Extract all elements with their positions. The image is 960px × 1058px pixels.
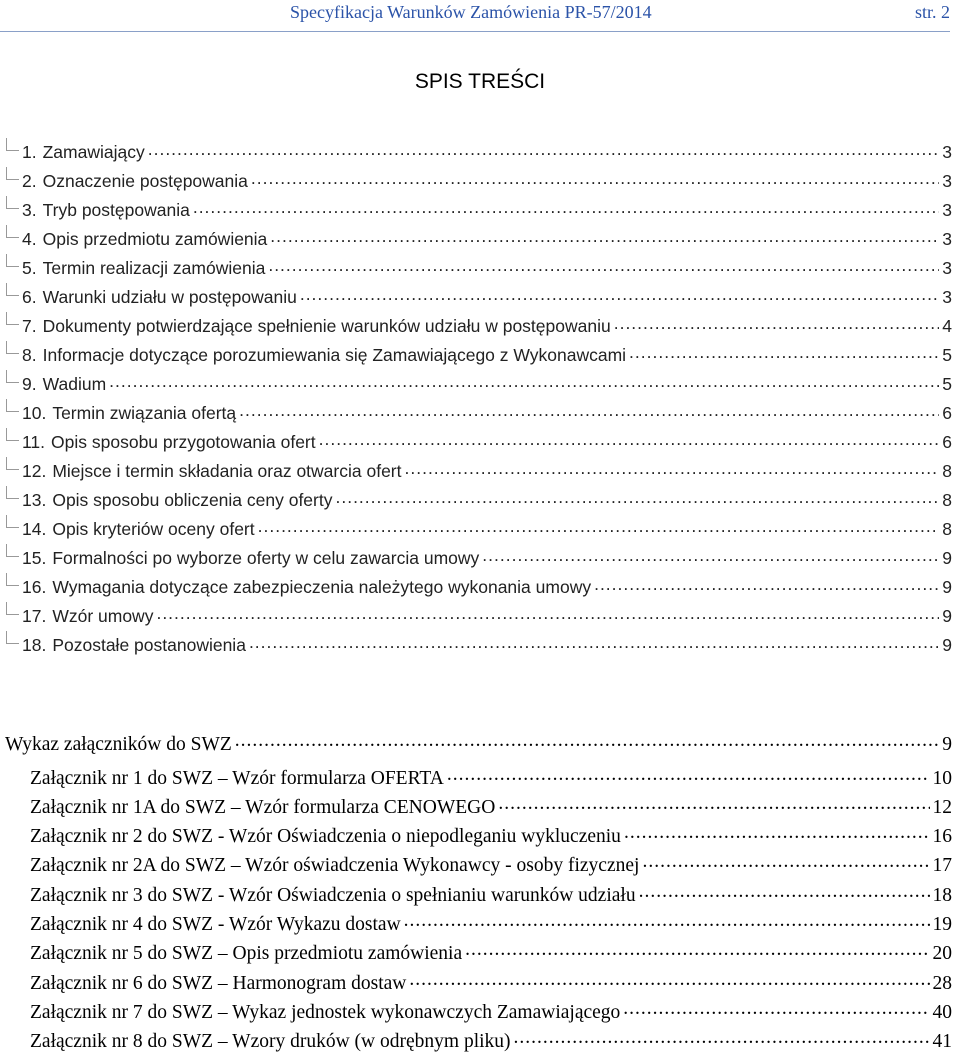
indent-marker-icon — [6, 370, 19, 383]
dot-leader — [447, 764, 930, 784]
toc-entry-label: Wadium — [42, 373, 107, 394]
toc-entry-label: Tryb postępowania — [42, 199, 190, 220]
indent-marker-icon — [6, 138, 19, 151]
toc-entry-number: 7. — [22, 315, 37, 336]
toc-entry-page: 10 — [932, 767, 952, 789]
toc-entry-number: 6. — [22, 286, 37, 307]
toc-entry-label: Opis przedmiotu zamówienia — [42, 228, 268, 249]
toc-entry-number: 15. — [22, 547, 47, 568]
dot-leader — [514, 1028, 930, 1048]
toc-entry-number: 12. — [22, 460, 47, 481]
toc-entry-label: Termin związania ofertą — [52, 402, 237, 423]
toc-entry-label: Opis sposobu obliczenia ceny oferty — [52, 489, 333, 510]
dot-leader — [642, 852, 929, 872]
page-number: str. 2 — [914, 2, 950, 22]
toc-entry-label: Załącznik nr 1A do SWZ – Wzór formularza CENOWEGO — [30, 796, 496, 818]
dot-leader — [409, 969, 929, 989]
toc-entry-label: Załącznik nr 1 do SWZ – Wzór formularza OFERTA — [30, 767, 444, 789]
dot-leader — [251, 169, 939, 187]
toc-entry-label: Załącznik nr 7 do SWZ – Wykaz jednostek wykonawczych Zamawiającego — [30, 1001, 621, 1023]
toc-entry-label: Miejsce i termin składania oraz otwarcia ofert — [52, 460, 402, 481]
indent-marker-icon — [6, 312, 19, 325]
dot-leader — [624, 823, 930, 843]
toc-entry-number: 14. — [22, 518, 47, 539]
toc-entry-label: Formalności po wyborze oferty w celu zawarcia umowy — [52, 547, 480, 568]
toc-entry-page: 3 — [942, 228, 952, 249]
toc-entry-page: 3 — [942, 286, 952, 307]
toc-entry-page: 3 — [942, 141, 952, 162]
indent-marker-icon — [6, 428, 19, 441]
indent-marker-icon — [6, 486, 19, 499]
toc-entry[interactable] — [22, 401, 952, 431]
toc-entry-page: 40 — [932, 1001, 952, 1023]
toc-entry[interactable] — [22, 285, 952, 315]
toc-entry-page: 3 — [942, 170, 952, 191]
toc-attachment-entry[interactable] — [30, 793, 952, 823]
toc-entry-page: 6 — [942, 402, 952, 423]
toc-entry-label: Załącznik nr 5 do SWZ – Opis przedmiotu zamówienia — [30, 943, 463, 965]
toc-entry-page: 17 — [932, 855, 952, 877]
indent-marker-icon — [6, 602, 19, 615]
toc-entry-page: 9 — [942, 634, 952, 655]
indent-marker-icon — [6, 283, 19, 296]
toc-entry-page: 3 — [942, 257, 952, 278]
dot-leader — [235, 730, 939, 750]
toc-entry-number: 4. — [22, 228, 37, 249]
toc-entry-label: Wymagania dotyczące zabezpieczenia należytego wykonania umowy — [52, 576, 592, 597]
toc-attachment-entry[interactable] — [30, 998, 952, 1028]
toc-entry-label: Oznaczenie postępowania — [42, 170, 248, 191]
dot-leader — [498, 793, 929, 813]
dot-leader — [148, 140, 940, 158]
dot-leader — [594, 575, 939, 593]
dot-leader — [268, 256, 939, 274]
dot-leader — [405, 459, 940, 477]
toc-entry-label: Informacje dotyczące porozumiewania się Zamawiającego z Wykonawcami — [42, 344, 627, 365]
toc-entry-label: Załącznik nr 2 do SWZ - Wzór Oświadczenia o niepodleganiu wykluczeniu — [30, 826, 621, 848]
toc-entry-label: Wykaz załączników do SWZ — [5, 733, 232, 755]
toc-entry-page: 8 — [942, 518, 952, 539]
toc-entry[interactable] — [22, 198, 952, 228]
toc-attachment-entry[interactable] — [30, 969, 952, 999]
indent-marker-icon — [6, 399, 19, 412]
indent-marker-icon — [6, 254, 19, 267]
toc-entry-label: Wzór umowy — [52, 605, 154, 626]
toc-entry[interactable] — [22, 169, 952, 199]
dot-leader — [335, 488, 939, 506]
dot-leader — [404, 911, 930, 931]
dot-leader — [270, 227, 939, 245]
indent-marker-icon — [6, 341, 19, 354]
toc-entry[interactable] — [22, 140, 952, 170]
dot-leader — [193, 198, 939, 216]
toc-attachments-heading[interactable] — [5, 730, 952, 760]
toc-entry[interactable] — [22, 488, 952, 518]
toc-entry[interactable] — [22, 256, 952, 286]
toc-entry-number: 10. — [22, 402, 47, 423]
toc-entry-label: Pozostałe postanowienia — [52, 634, 246, 655]
toc-entry[interactable] — [22, 633, 952, 663]
toc-entry-number: 13. — [22, 489, 47, 510]
toc-entry-page: 5 — [942, 344, 952, 365]
toc-entry-label: Dokumenty potwierdzające spełnienie warunków udziału w postępowaniu — [42, 315, 611, 336]
toc-entry-page: 9 — [942, 547, 952, 568]
toc-entry[interactable] — [22, 604, 952, 634]
dot-leader — [639, 881, 930, 901]
toc-entry-number: 9. — [22, 373, 37, 394]
toc-entry-label: Zamawiający — [42, 141, 145, 162]
toc-entry-label: Załącznik nr 6 do SWZ – Harmonogram dostaw — [30, 972, 407, 994]
toc-entry-label: Załącznik nr 4 do SWZ - Wzór Wykazu dostaw — [30, 914, 401, 935]
toc-entry-number: 1. — [22, 141, 37, 162]
toc-entry-label: Załącznik nr 3 do SWZ - Wzór Oświadczenia o spełnianiu warunków udziału — [30, 884, 636, 906]
toc-entry-page: 16 — [932, 826, 952, 848]
dot-leader — [156, 604, 939, 622]
toc-entry[interactable] — [22, 227, 952, 257]
toc-attachment-entry[interactable] — [30, 911, 952, 941]
dot-leader — [300, 285, 939, 303]
toc-entry[interactable] — [22, 546, 952, 576]
toc-entry[interactable] — [22, 575, 952, 605]
toc-entry-page: 6 — [942, 431, 952, 452]
toc-entry-page: 20 — [932, 943, 952, 965]
dot-leader — [249, 633, 939, 651]
header-divider — [0, 31, 950, 32]
indent-marker-icon — [6, 573, 19, 586]
indent-marker-icon — [6, 515, 19, 528]
dot-leader — [623, 998, 929, 1018]
toc-entry-page: 18 — [932, 884, 952, 906]
toc-entry-page: 41 — [932, 1031, 952, 1053]
toc-entry-page: 3 — [942, 199, 952, 220]
dot-leader — [319, 430, 940, 448]
toc-entry-label: Opis kryteriów oceny ofert — [52, 518, 255, 539]
toc-attachment-entry[interactable] — [30, 852, 952, 882]
toc-entry-page: 8 — [942, 489, 952, 510]
toc-entry-page: 12 — [932, 796, 952, 818]
dot-leader — [465, 940, 929, 960]
toc-entry-label: Załącznik nr 8 do SWZ – Wzory druków (w odrębnym pliku) — [30, 1031, 511, 1053]
toc-entry[interactable] — [22, 372, 952, 402]
toc-entry-page: 9 — [942, 576, 952, 597]
toc-attachment-entry[interactable] — [30, 881, 952, 911]
toc-entry-page: 5 — [942, 373, 952, 394]
dot-leader — [614, 314, 940, 332]
indent-marker-icon — [6, 544, 19, 557]
toc-entry-label: Termin realizacji zamówienia — [42, 257, 266, 278]
toc-entry-number: 17. — [22, 605, 47, 626]
toc-entry-page: 28 — [932, 972, 952, 994]
toc-entry-page: 9 — [942, 733, 952, 755]
indent-marker-icon — [6, 167, 19, 180]
dot-leader — [239, 401, 939, 419]
toc-entry[interactable] — [22, 314, 952, 344]
toc-entry-label: Warunki udziału w postępowaniu — [42, 286, 297, 307]
toc-entry-label: Opis sposobu przygotowania ofert — [51, 431, 316, 452]
toc-attachment-entry[interactable] — [30, 940, 952, 970]
document-title: Specyfikacja Warunków Zamówienia PR-57/2014 — [290, 2, 652, 22]
toc-entry-page: 8 — [942, 460, 952, 481]
toc-entry-page: 9 — [942, 605, 952, 626]
toc-entry-page: 19 — [932, 914, 952, 935]
toc-attachment-entry[interactable] — [30, 1028, 952, 1058]
dot-leader — [109, 372, 939, 390]
toc-entry[interactable] — [22, 343, 952, 373]
toc-entry-number: 11. — [22, 431, 46, 452]
toc-entry[interactable] — [22, 459, 952, 489]
toc-entry-page: 4 — [942, 315, 952, 336]
toc-entry-number: 5. — [22, 257, 37, 278]
toc-entry[interactable] — [22, 517, 952, 547]
toc-title: SPIS TREŚCI — [414, 70, 546, 93]
page-header — [0, 2, 950, 26]
toc-entry[interactable] — [22, 430, 952, 460]
dot-leader — [629, 343, 939, 361]
toc-entry-label: Załącznik nr 2A do SWZ – Wzór oświadczenia Wykonawcy - osoby fizycznej — [30, 855, 640, 877]
dot-leader — [482, 546, 939, 564]
indent-marker-icon — [6, 457, 19, 470]
toc-attachment-entry[interactable] — [30, 823, 952, 853]
indent-marker-icon — [6, 196, 19, 209]
toc-entry-number: 16. — [22, 576, 47, 597]
toc-entry-number: 3. — [22, 199, 37, 220]
toc-entry-number: 2. — [22, 170, 37, 191]
indent-marker-icon — [6, 631, 19, 644]
toc-entry-number: 8. — [22, 344, 37, 365]
indent-marker-icon — [6, 225, 19, 238]
toc-attachment-entry[interactable] — [30, 764, 952, 794]
dot-leader — [258, 517, 940, 535]
toc-entry-number: 18. — [22, 634, 47, 655]
